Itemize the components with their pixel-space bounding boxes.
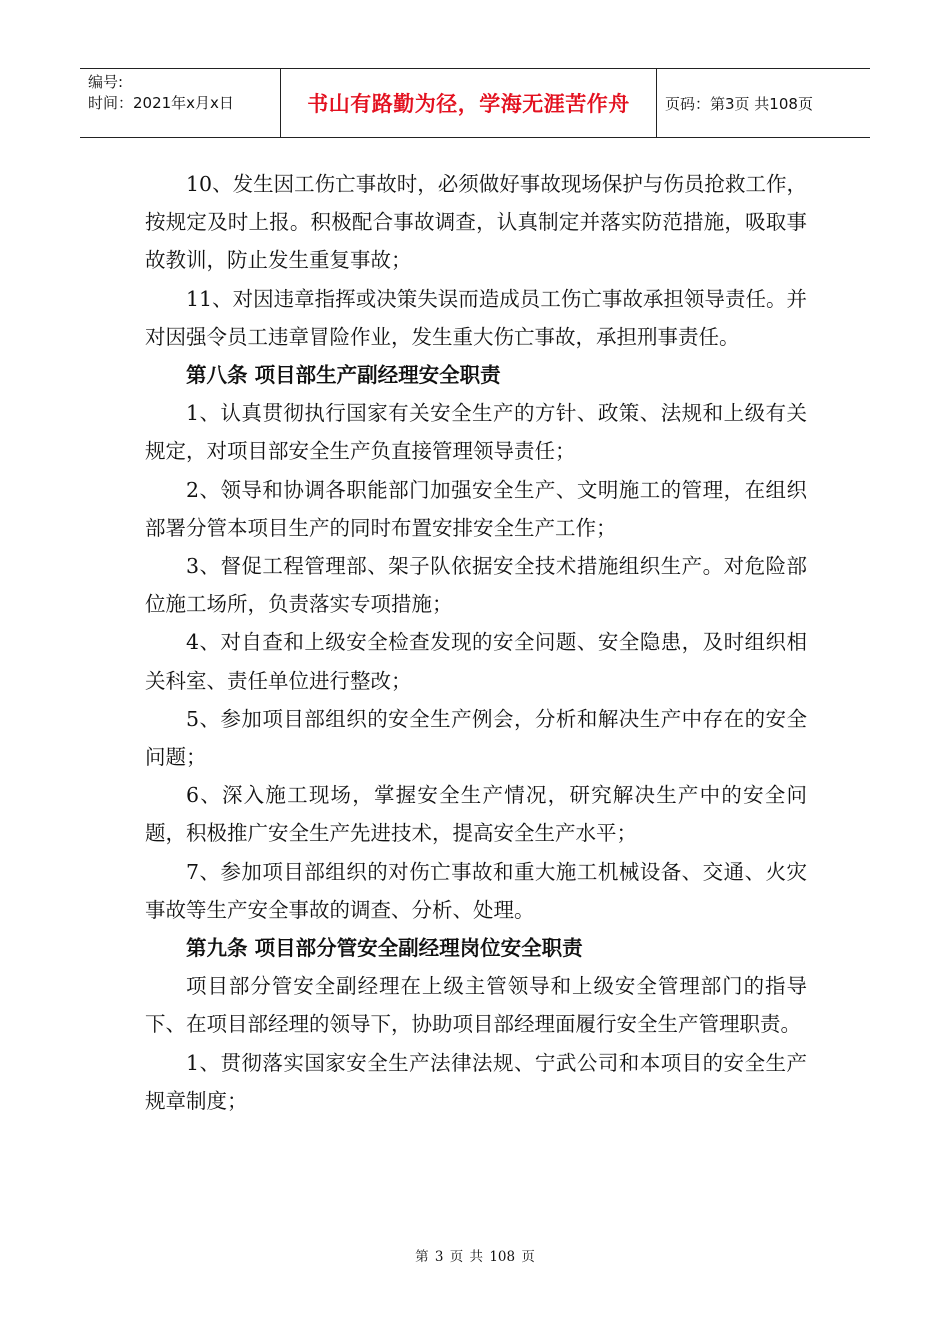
- header-meta: [80, 69, 281, 137]
- body-paragraph: 项目部分管安全副经理在上级主管领导和上级安全管理部门的指导下、在项目部经理的领导下，协助项目部经理面履行安全生产管理职责。: [145, 974, 807, 1037]
- body-paragraph: 7、参加项目部组织的对伤亡事故和重大施工机械设备、交通、火灾事故等生产安全事故的调查、分析、处理。: [145, 859, 807, 922]
- body-paragraph: 4、对自查和上级安全检查发现的安全问题、安全隐患，及时组织相关科室、责任单位进行整改；: [145, 630, 807, 693]
- header-motto: 书山有路勤为径，学海无涯苦作舟: [281, 69, 657, 137]
- page-header: [80, 68, 870, 138]
- page-footer: 第 3 页 共 108 页: [415, 1249, 535, 1265]
- body-paragraph: 10、发生因工伤亡事故时，必须做好事故现场保护与伤员抢救工作，按规定及时上报。积极配合事故调查，认真制定并落实防范措施，吸取事故教训，防止发生重复事故；: [145, 172, 807, 273]
- body-paragraph: 5、参加项目部组织的安全生产例会，分析和解决生产中存在的安全问题；: [145, 706, 807, 770]
- body-paragraph: 1、贯彻落实国家安全生产法律法规、宁武公司和本项目的安全生产规章制度；: [145, 1050, 807, 1113]
- body-paragraph: 11、对因违章指挥或决策失误而造成员工伤亡事故承担领导责任。并对因强令员工违章冒险作业，发生重大伤亡事故，承担刑事责任。: [145, 286, 807, 349]
- body-paragraph: 6、深入施工现场，掌握安全生产情况，研究解决生产中的安全问题，积极推广安全生产先进技术，提高安全生产水平；: [145, 783, 807, 846]
- section-heading: 第九条 项目部分管安全副经理岗位安全职责: [186, 936, 583, 961]
- document-body: [145, 165, 807, 1120]
- body-paragraph: 2、领导和协调各职能部门加强安全生产、文明施工的管理，在组织部署分管本项目生产的同时布置安排安全生产工作；: [145, 477, 807, 540]
- document-number-label: 编号:: [88, 73, 124, 91]
- header-page-info: 页码：第3页 共108页: [665, 94, 813, 113]
- body-paragraph: 3、督促工程管理部、架子队依据安全技术措施组织生产。对危险部位施工场所，负责落实专项措施；: [145, 554, 807, 617]
- body-paragraph: 1、认真贯彻执行国家有关安全生产的方针、政策、法规和上级有关规定，对项目部安全生产负直接管理领导责任；: [145, 401, 807, 464]
- section-heading: 第八条 项目部生产副经理安全职责: [186, 363, 501, 388]
- document-time: 时间：2021年x月x日: [88, 94, 234, 112]
